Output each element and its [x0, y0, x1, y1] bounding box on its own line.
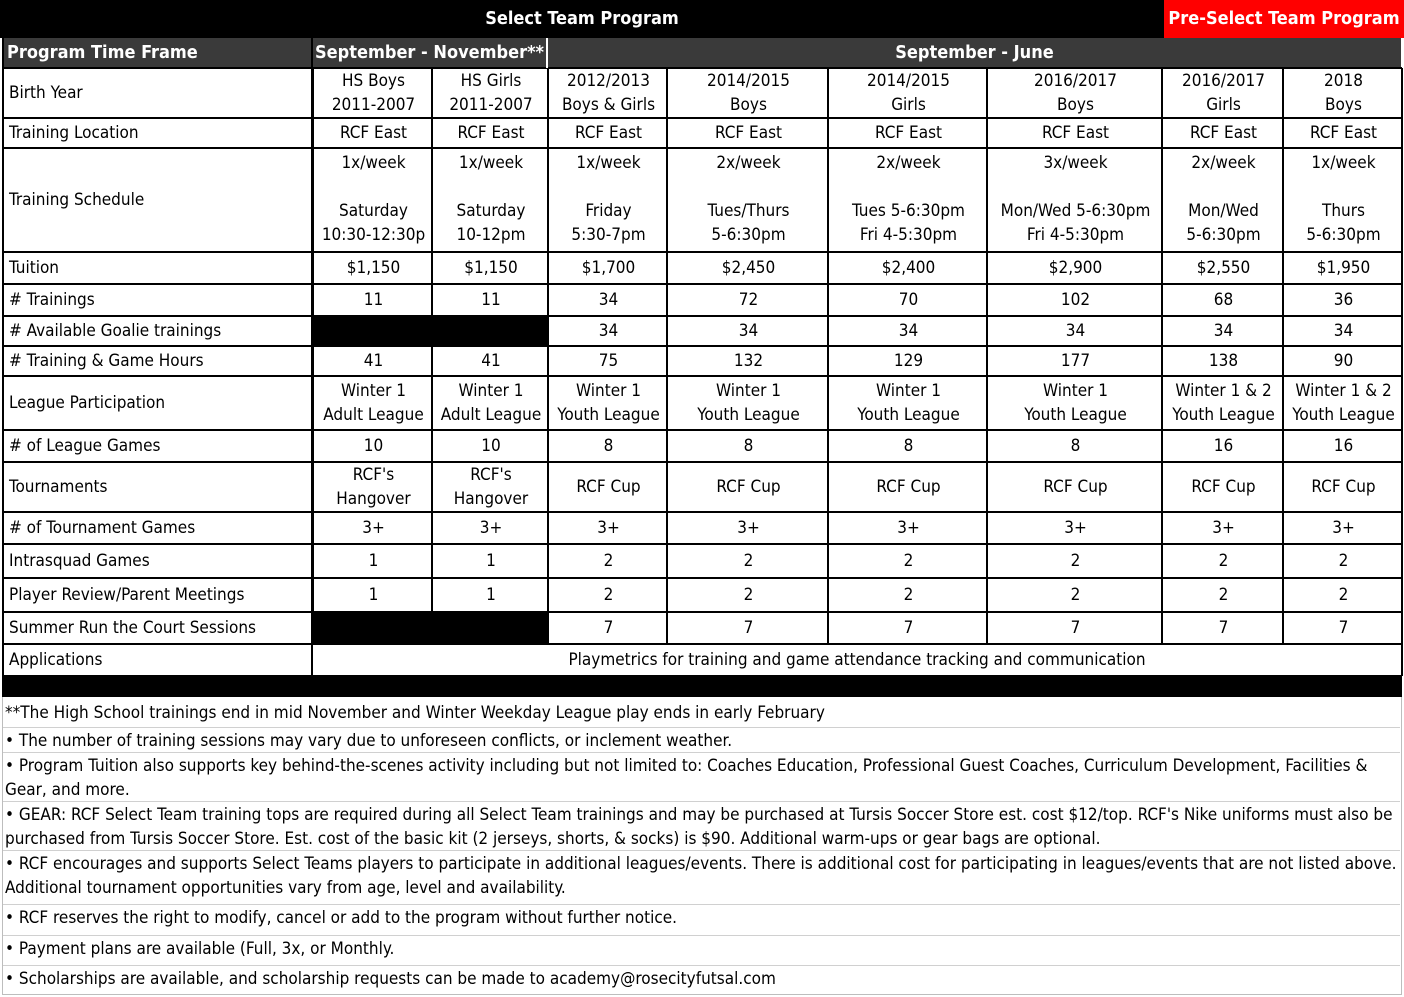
cell-tournaments: RCF Cup [576, 477, 641, 497]
note-item: • The number of training sessions may vary due to unforeseen conflicts, or inclement weather. [5, 731, 733, 751]
note-divider [2, 904, 1400, 905]
table-bottom-bar [2, 676, 1402, 697]
column-divider [547, 68, 549, 644]
cell-goalie: 34 [898, 321, 919, 341]
not-applicable-cell [432, 613, 549, 643]
row-label-applications: Applications [9, 650, 103, 670]
cell-location: RCF East [339, 123, 408, 143]
cell-location: RCF East [574, 123, 643, 143]
cell-birth-year: 2014/2015 Girls [867, 71, 950, 115]
cell-league: Winter 1 & 2 Youth League [1172, 381, 1275, 425]
cell-schedule: 1x/week Saturday 10:30-12:30p [321, 153, 426, 245]
column-divider [1401, 68, 1403, 644]
cell-hours: 75 [598, 351, 619, 371]
cell-schedule: 2x/week Tues 5-6:30pm Fri 4-5:30pm [852, 153, 965, 245]
cell-intrasquad: 2 [743, 551, 754, 571]
notes-border [1401, 697, 1402, 995]
column-divider [1161, 68, 1163, 644]
cell-league: Winter 1 & 2 Youth League [1292, 381, 1395, 425]
cell-tournament-games: 3+ [362, 518, 385, 538]
cell-schedule: 1x/week Saturday 10-12pm [456, 153, 526, 245]
row-label-review: Player Review/Parent Meetings [9, 585, 245, 605]
cell-intrasquad: 1 [486, 551, 496, 571]
cell-intrasquad: 2 [1070, 551, 1081, 571]
cell-hours: 138 [1208, 351, 1239, 371]
cell-goalie: 34 [1213, 321, 1234, 341]
cell-tournaments: RCF's Hangover [336, 465, 411, 509]
cell-tuition: $1,950 [1316, 258, 1371, 278]
cell-birth-year: 2016/2017 Boys [1034, 71, 1117, 115]
cell-hours: 177 [1060, 351, 1091, 371]
not-applicable-cell [432, 317, 549, 345]
cell-tournament-games: 3+ [1332, 518, 1355, 538]
note-item: • Scholarships are available, and scholarship requests can be made to academy@rosecityfutsal.com [5, 969, 776, 989]
note-item: • RCF reserves the right to modify, cancel or add to the program without further notice. [5, 908, 678, 928]
cell-schedule: 3x/week Mon/Wed 5-6:30pm Fri 4-5:30pm [1000, 153, 1151, 245]
cell-league-games: 8 [743, 436, 754, 456]
row-label-league-games: # of League Games [9, 436, 161, 456]
cell-intrasquad: 1 [368, 551, 379, 571]
cell-trainings: 34 [598, 290, 619, 310]
column-divider [312, 68, 314, 644]
note-divider [2, 965, 1400, 966]
notes-border [2, 994, 1402, 995]
cell-trainings: 11 [363, 290, 384, 310]
note-item: • RCF encourages and supports Select Teams players to participate in additional leagues/events. There is additional cost for participating in leagues/events that are not listed above. Additional tournament opportunities vary from age, level and availability. [5, 854, 1397, 898]
cell-tuition: $2,450 [721, 258, 776, 278]
cell-tournament-games: 3+ [597, 518, 620, 538]
cell-trainings: 72 [738, 290, 759, 310]
cell-location: RCF East [1309, 123, 1378, 143]
cell-tournaments: RCF Cup [716, 477, 781, 497]
cell-goalie: 34 [738, 321, 759, 341]
cell-goalie: 34 [1333, 321, 1354, 341]
cell-birth-year: 2012/2013 Boys & Girls [561, 71, 656, 115]
cell-tournament-games: 3+ [897, 518, 920, 538]
time-frame-september-november: September - November** [313, 38, 546, 68]
cell-tuition: $2,550 [1196, 258, 1251, 278]
row-label-tournament-games: # of Tournament Games [9, 518, 196, 538]
cell-intrasquad: 2 [603, 551, 614, 571]
cell-league-games: 8 [603, 436, 614, 456]
cell-tournaments: RCF Cup [876, 477, 941, 497]
cell-league-games: 10 [481, 436, 501, 456]
cell-tuition: $2,900 [1048, 258, 1103, 278]
note-divider [2, 727, 1400, 728]
cell-review: 2 [743, 585, 754, 605]
column-divider [666, 68, 668, 644]
cell-review: 1 [368, 585, 379, 605]
cell-tuition: $1,150 [346, 258, 401, 278]
cell-tournaments: RCF Cup [1043, 477, 1108, 497]
cell-tournament-games: 3+ [1212, 518, 1235, 538]
cell-tournament-games: 3+ [737, 518, 760, 538]
row-label-tournaments: Tournaments [9, 477, 108, 497]
note-divider [2, 752, 1400, 753]
cell-league-games: 16 [1213, 436, 1234, 456]
cell-location: RCF East [874, 123, 943, 143]
pre-select-team-program-title: Pre-Select Team Program [1164, 0, 1404, 38]
cell-schedule: 1x/week Thurs 5-6:30pm [1306, 153, 1381, 245]
cell-hours: 90 [1333, 351, 1354, 371]
cell-location: RCF East [457, 123, 525, 143]
cell-tournaments: RCF Cup [1311, 477, 1376, 497]
cell-trainings: 36 [1333, 290, 1354, 310]
not-applicable-cell [313, 317, 433, 345]
cell-league: Winter 1 Youth League [697, 381, 800, 425]
cell-birth-year: 2018 Boys [1324, 71, 1363, 115]
cell-league-games: 8 [903, 436, 914, 456]
cell-league-games: 16 [1333, 436, 1354, 456]
cell-league-games: 10 [363, 436, 384, 456]
row-label-tuition: Tuition [9, 258, 59, 278]
cell-schedule: 2x/week Tues/Thurs 5-6:30pm [707, 153, 790, 245]
cell-schedule: 2x/week Mon/Wed 5-6:30pm [1186, 153, 1261, 245]
row-label-summer: Summer Run the Court Sessions [9, 618, 257, 638]
cell-schedule: 1x/week Friday 5:30-7pm [571, 153, 646, 245]
cell-tuition: $1,150 [464, 258, 518, 278]
cell-summer: 7 [603, 618, 614, 638]
cell-hours: 41 [481, 351, 501, 371]
column-divider [827, 68, 829, 644]
cell-summer: 7 [1070, 618, 1081, 638]
not-applicable-cell [313, 613, 433, 643]
cell-league: Winter 1 Youth League [857, 381, 960, 425]
cell-summer: 7 [743, 618, 754, 638]
cell-birth-year: HS Boys 2011-2007 [331, 71, 416, 115]
cell-location: RCF East [714, 123, 783, 143]
cell-location: RCF East [1189, 123, 1258, 143]
cell-review: 2 [1338, 585, 1349, 605]
row-label-goalie: # Available Goalie trainings [9, 321, 222, 341]
cell-tournament-games: 3+ [479, 518, 503, 538]
cell-league: Winter 1 Adult League [323, 381, 424, 425]
cell-trainings: 102 [1060, 290, 1091, 310]
cell-hours: 129 [893, 351, 924, 371]
cell-location: RCF East [1041, 123, 1110, 143]
timeframe-divider [546, 38, 548, 68]
row-label-trainings: # Trainings [9, 290, 95, 310]
cell-goalie: 34 [1065, 321, 1086, 341]
cell-birth-year: 2016/2017 Girls [1182, 71, 1265, 115]
cell-review: 2 [1070, 585, 1081, 605]
cell-league: Winter 1 Youth League [1024, 381, 1127, 425]
column-divider [431, 68, 433, 644]
row-label-birth-year: Birth Year [9, 83, 83, 103]
row-label-location: Training Location [9, 123, 139, 143]
notes-border [2, 697, 3, 995]
cell-tournament-games: 3+ [1064, 518, 1087, 538]
note-item: • Program Tuition also supports key behind-the-scenes activity including but not limited to: Coaches Education, Professional Guest Coaches, Curriculum Development, Facilities & Gear, and more. [5, 756, 1368, 800]
cell-intrasquad: 2 [1338, 551, 1349, 571]
cell-summer: 7 [1218, 618, 1229, 638]
cell-tuition: $2,400 [881, 258, 936, 278]
cell-trainings: 68 [1213, 290, 1234, 310]
cell-birth-year: 2014/2015 Boys [707, 71, 790, 115]
cell-intrasquad: 2 [1218, 551, 1229, 571]
note-item: **The High School trainings end in mid November and Winter Weekday League play ends in early February [5, 703, 825, 723]
cell-tournaments: RCF's Hangover [453, 465, 529, 509]
row-label-hours: # Training & Game Hours [9, 351, 204, 371]
cell-review: 1 [486, 585, 496, 605]
cell-review: 2 [1218, 585, 1229, 605]
note-item: • GEAR: RCF Select Team training tops are required during all Select Team trainings and may be purchased at Tursis Soccer Store est. cost $12/top. RCF's Nike uniforms must also be purchased from Tursis Soccer Store. Est. cost of the basic kit (2 jerseys, shorts, & socks) is $90. Additional warm-ups or gear bags are optional. [5, 805, 1393, 849]
note-divider [2, 850, 1400, 851]
cell-league: Winter 1 Adult League [440, 381, 542, 425]
note-divider [2, 801, 1400, 802]
cell-review: 2 [603, 585, 614, 605]
time-frame-september-june: September - June [548, 38, 1401, 68]
cell-intrasquad: 2 [903, 551, 914, 571]
note-item: • Payment plans are available (Full, 3x, or Monthly. [5, 939, 395, 959]
row-label-schedule: Training Schedule [9, 190, 145, 210]
cell-review: 2 [903, 585, 914, 605]
cell-goalie: 34 [598, 321, 619, 341]
program-time-frame-label: Program Time Frame [2, 38, 311, 68]
cell-summer: 7 [903, 618, 914, 638]
cell-trainings: 70 [898, 290, 919, 310]
cell-tournaments: RCF Cup [1191, 477, 1256, 497]
cell-trainings: 11 [481, 290, 501, 310]
note-divider [2, 935, 1400, 936]
cell-hours: 132 [733, 351, 764, 371]
applications-text: Playmetrics for training and game attendance tracking and communication [568, 650, 1146, 670]
cell-league: Winter 1 Youth League [557, 381, 660, 425]
cell-league-games: 8 [1070, 436, 1081, 456]
column-divider [1282, 68, 1284, 644]
row-label-league: League Participation [9, 393, 166, 413]
cell-hours: 41 [363, 351, 384, 371]
cell-summer: 7 [1338, 618, 1349, 638]
cell-birth-year: HS Girls 2011-2007 [449, 71, 533, 115]
cell-tuition: $1,700 [581, 258, 636, 278]
select-team-program-title: Select Team Program [0, 0, 1164, 38]
column-divider [986, 68, 988, 644]
applications-right-border [1401, 644, 1403, 676]
row-label-intrasquad: Intrasquad Games [9, 551, 150, 571]
